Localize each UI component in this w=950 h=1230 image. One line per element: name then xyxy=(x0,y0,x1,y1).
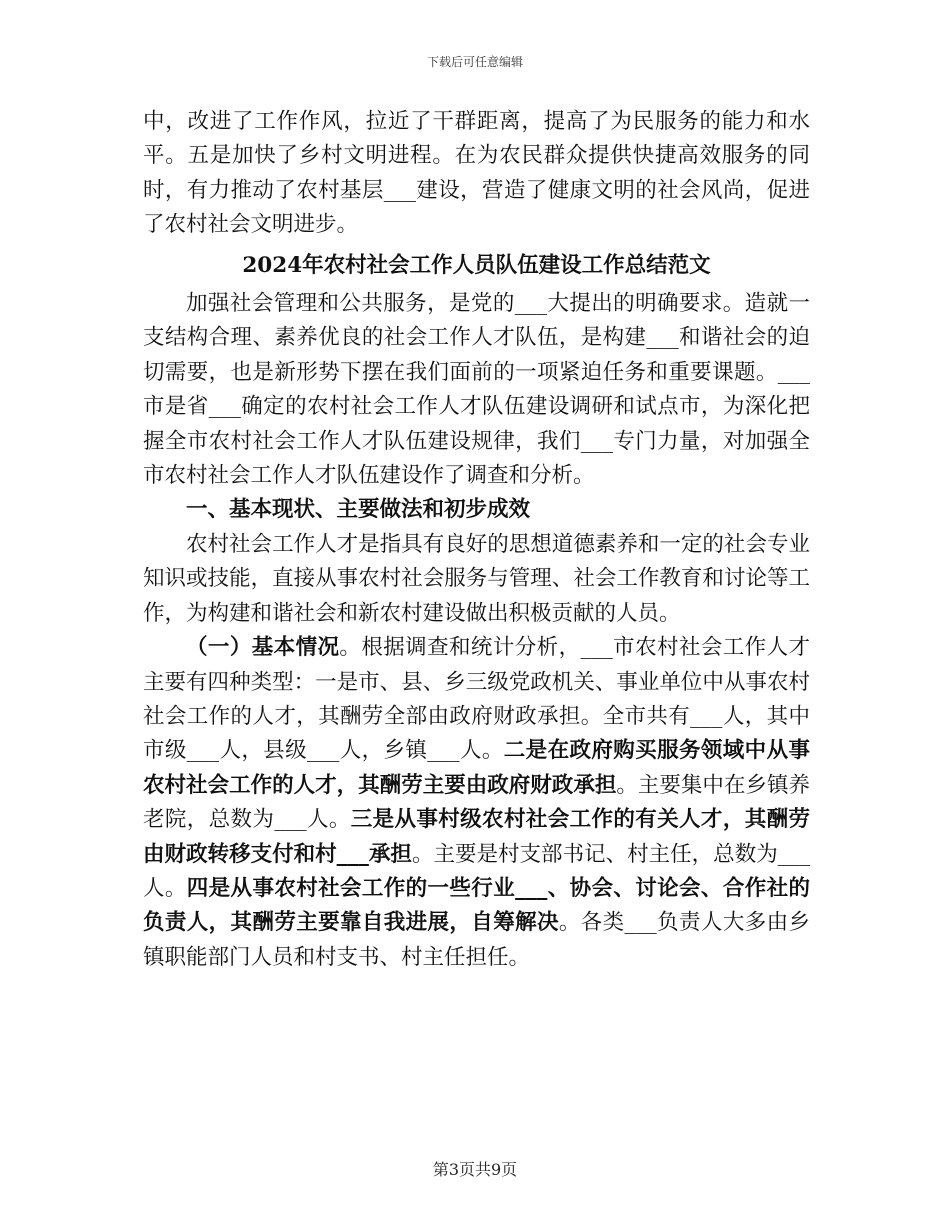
bold-run-type-four: 四是从事农村社会工作的一些行业___、协会、讨论会、合作社的负责人，其酬劳主要靠自我进展，自筹解决 xyxy=(143,875,810,936)
paragraph-intro: 加强社会管理和公共服务，是党的___大提出的明确要求。造就一支结构合理、素养优良的社会工作人才队伍，是构建___和谐社会的迫切需要，也是新形势下摆在我们面前的一项紧迫任务和重要课题。___市是省___确定的农村社会工作人才队伍建设调研和试点市，为深化把握全市农村社会工作人才队伍建设规律，我们___专门力量，对加强全市农村社会工作人才队伍建设作了调查和分析。 xyxy=(143,291,810,489)
page-footer: 第3页共9页 xyxy=(432,1160,518,1179)
paragraph-basic-situation xyxy=(143,631,810,975)
text-run: 。根据调查和统计分析，___市农村社会工作人才主要有四种类型：一是市、县、乡三级党政机关、事业单位中从事农村社会工作的人才，其酬劳全部由政府财政承担。全市共有___人，其中市级___人，县级___人，乡镇___人。 xyxy=(143,635,810,764)
bold-run-type-three: 三是从事村级农村社会工作的有关人才，其酬劳由财政转移支付和村___承担 xyxy=(143,807,810,867)
text-run: 。各类___负责人大多由乡镇职能部门人员和村支书、村主任担任。 xyxy=(143,910,810,970)
text-run: 。主要集中在乡镇养老院，总数为___人。 xyxy=(143,772,810,833)
document-body xyxy=(143,105,810,975)
text-run: 。主要是村支部书记、村主任，总数为___人。 xyxy=(143,841,810,901)
page-header: 下载后可任意编辑 xyxy=(426,55,523,69)
bold-run-type-two: 二是在政府购买服务领域中从事农村社会工作的人才，其酬劳主要由政府财政承担 xyxy=(143,738,810,798)
paragraph-definition: 农村社会工作人才是指具有良好的思想道德素养和一定的社会专业知识或技能，直接从事农村社会服务与管理、社会工作教育和讨论等工作，为构建和谐社会和新农村建设做出积极贡献的人员。 xyxy=(143,531,810,626)
subheading-basic-situation: （一）基本情况 xyxy=(186,635,340,661)
section-heading: 一、基本现状、主要做法和初步成效 xyxy=(186,497,531,523)
document-title: 2024年农村社会工作人员队伍建设工作总结范文 xyxy=(242,252,711,278)
paragraph-continuation: 中，改进了工作作风，拉近了干群距离，提高了为民服务的能力和水平。五是加快了乡村文明进程。在为农民群众提供快捷高效服务的同时，有力推动了农村基层___建设，营造了健康文明的社会风尚，促进了农村社会文明进步。 xyxy=(143,109,810,238)
